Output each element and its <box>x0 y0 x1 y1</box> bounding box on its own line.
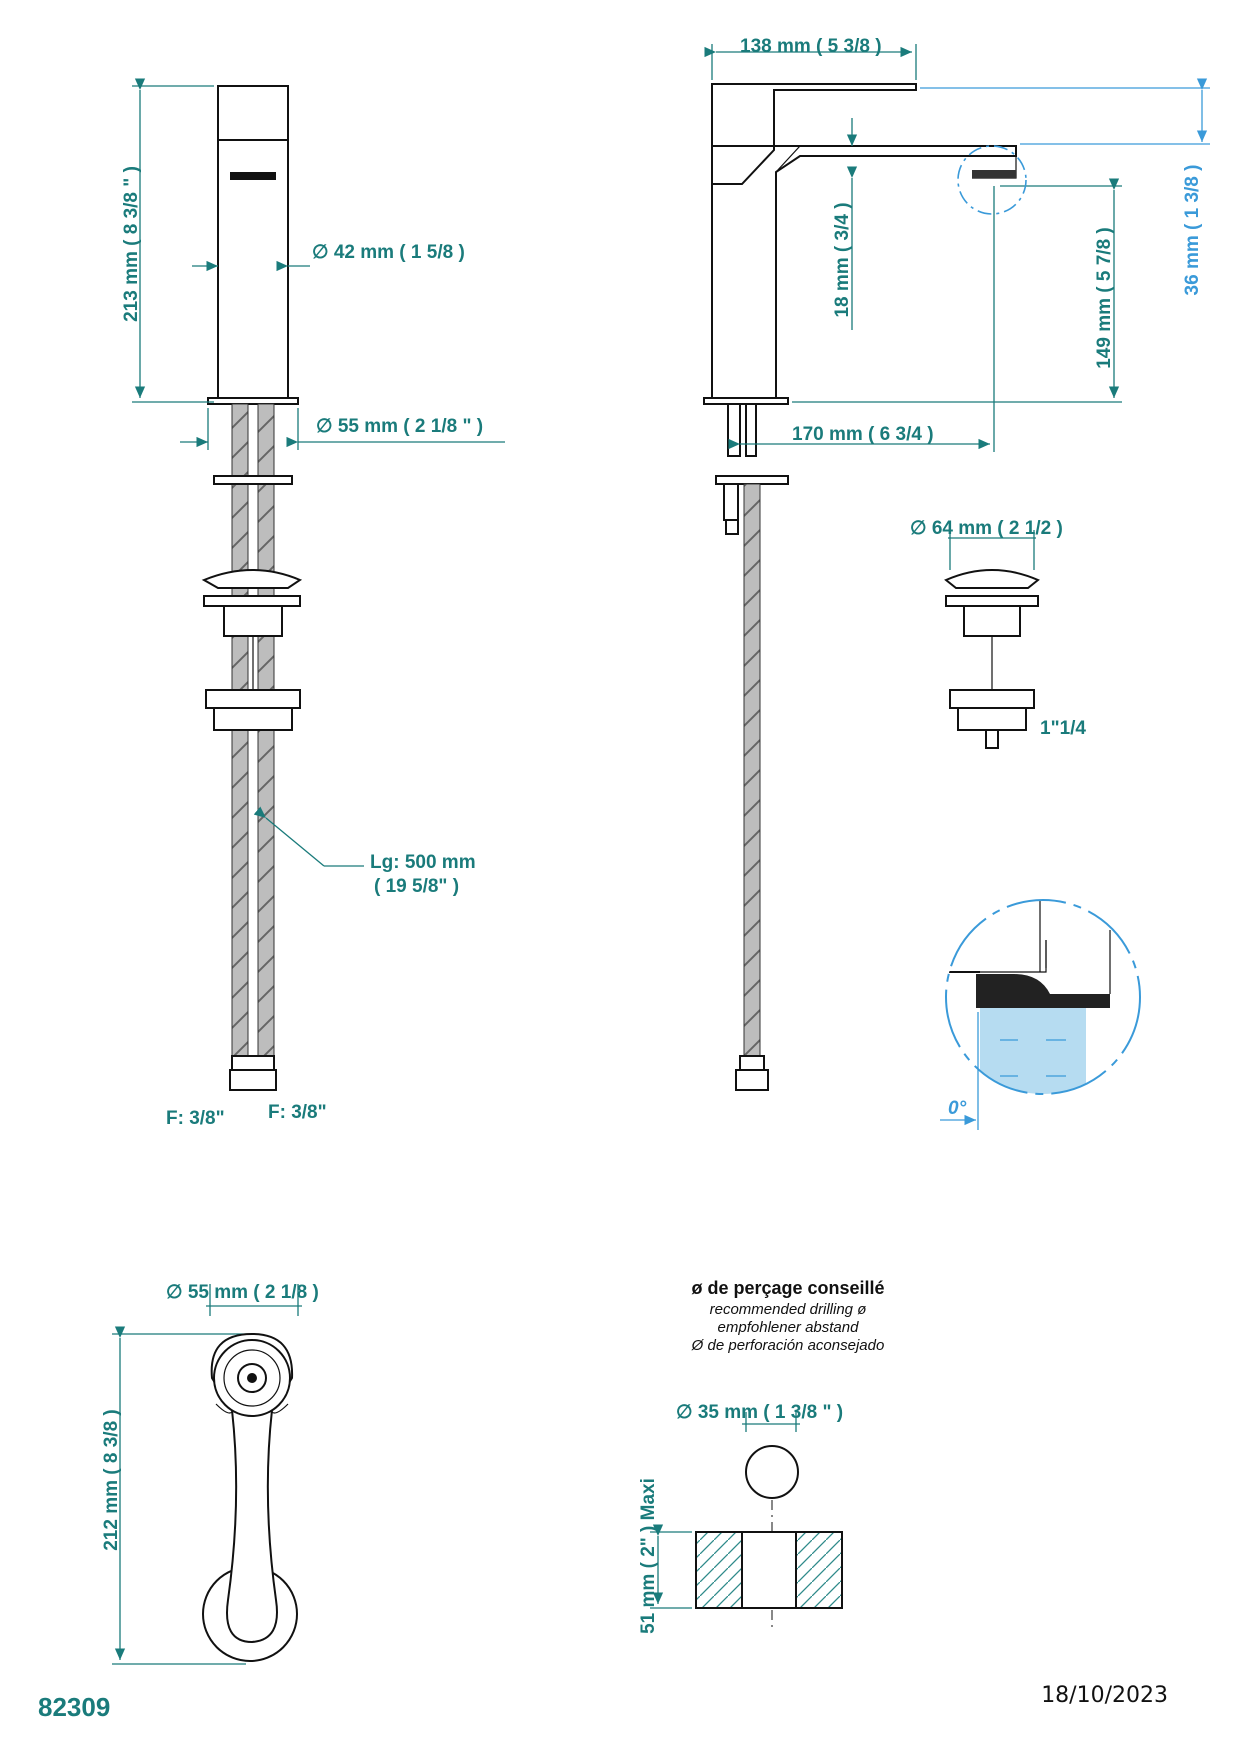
front-view <box>204 86 300 1090</box>
spout-thickness-label: 18 mm ( 3/4 ) <box>832 202 853 318</box>
side-dimensions <box>712 36 1210 452</box>
waste-view <box>910 518 1086 748</box>
outlet-distance-label: 170 mm ( 6 3/4 ) <box>792 424 934 445</box>
revision-date: 18/10/2023 <box>1041 1683 1168 1708</box>
hose-length-label: Lg: 500 mm <box>370 852 476 873</box>
waste-thread-label: 1"1/4 <box>1040 718 1086 739</box>
angle-label: 0° <box>948 1098 967 1119</box>
drilling-de: empfohlener abstand <box>717 1319 859 1336</box>
aerator-detail <box>940 900 1146 1130</box>
front-body-diameter: ∅ 42 mm ( 1 5/8 ) <box>312 242 465 263</box>
top-base-diameter: ∅ 55 mm ( 2 1/8 ) <box>166 1282 319 1303</box>
front-waste <box>204 570 300 588</box>
counter-section-right <box>796 1532 842 1608</box>
top-view <box>101 1282 319 1664</box>
drilling-title: ø de perçage conseillé <box>691 1278 885 1298</box>
hole-circle <box>746 1446 798 1498</box>
counter-section-left <box>696 1532 742 1608</box>
drilling-es: Ø de perforación aconsejado <box>691 1337 885 1354</box>
front-height-label: 213 mm ( 8 3/8 " ) <box>121 166 142 322</box>
front-base <box>208 398 298 404</box>
hose-length-inch: ( 19 5/8" ) <box>374 876 460 897</box>
connector-left-label: F: 3/8" <box>166 1108 225 1129</box>
spout-reach-label: 138 mm ( 5 3/8 ) <box>740 36 882 57</box>
lever-height-label: 36 mm ( 1 3/8 ) <box>1182 164 1203 296</box>
waste-diameter-label: ∅ 64 mm ( 2 1/2 ) <box>910 518 1063 539</box>
hole-diameter-label: ∅ 35 mm ( 1 3/8 " ) <box>676 1402 844 1423</box>
drilling-en: recommended drilling ø <box>709 1301 867 1318</box>
top-depth-label: 212 mm ( 8 3/8 ) <box>101 1409 122 1551</box>
side-lever <box>712 84 916 146</box>
drilling-section <box>638 1278 885 1634</box>
counter-thickness-label: 51 mm ( 2" ) Maxi <box>638 1478 659 1634</box>
side-hose <box>744 484 760 1056</box>
front-lever <box>218 86 288 140</box>
connector-right-label: F: 3/8" <box>268 1102 327 1123</box>
front-base-diameter: ∅ 55 mm ( 2 1/8 " ) <box>316 416 484 437</box>
front-dimensions <box>121 86 505 1129</box>
product-code: 82309 <box>38 1692 111 1722</box>
spout-height-label: 149 mm ( 5 7/8 ) <box>1094 227 1115 369</box>
